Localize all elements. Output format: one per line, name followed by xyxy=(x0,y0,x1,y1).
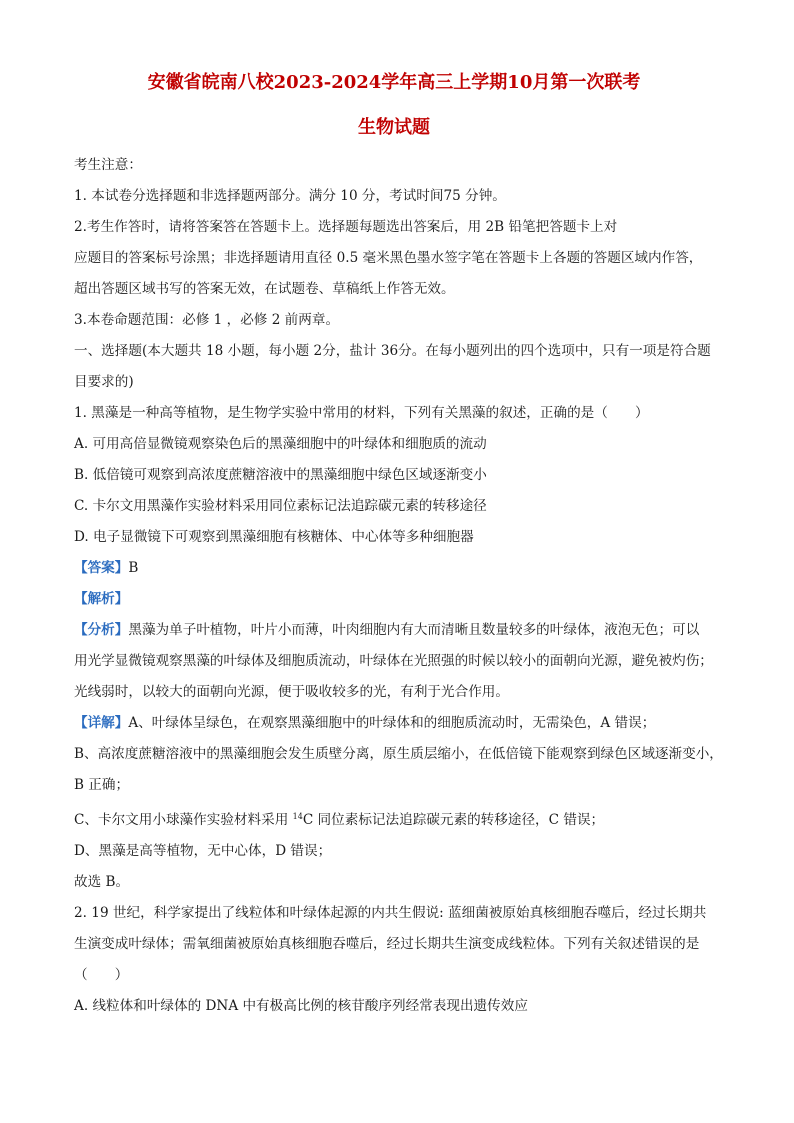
exam-subtitle: 生物试题 xyxy=(358,117,430,138)
notice-item-3: 3.本卷命题范围：必修 1 ，必修 2 前两章。 xyxy=(74,312,340,328)
q1-fenxi-line-2: 用光学显微镜观察黑藻的叶绿体及细胞质流动，叶绿体在光照强的时候以较小的面朝向光源，避免被灼伤； xyxy=(74,653,713,669)
q1-xiangjie-c xyxy=(74,801,714,836)
exam-title: 安徽省皖南八校2023-2024学年高三上学期10月第一次联考 xyxy=(147,72,641,93)
q2-stem-line-2: 生演变成叶绿体；需氧细菌被原始真核细胞吞噬后，经过长期共生演变成线粒体。下列有关叙述错误的是 xyxy=(74,936,700,952)
q1-fenxi-line-1 xyxy=(74,615,714,646)
section-heading-line-1: 一、选择题(本大题共 18 小题，每小题 2分，盐计 36分。在每小题列出的四个选项中，只有一项是符合题 xyxy=(74,343,711,359)
q1-option-c: C. 卡尔文用黑藻作实验材料采用同位素标记法追踪碳元素的转移途径 xyxy=(74,498,487,514)
q1-xiangjie-a xyxy=(74,708,714,739)
q1-xiangjie-d: D、黑藻是高等植物，无中心体，D 错误； xyxy=(74,843,332,859)
notice-heading: 考生注意： xyxy=(74,157,142,173)
q1-analysis xyxy=(74,584,714,615)
fenxi-text-1: 黑藻为单子叶植物，叶片小而薄，叶肉细胞内有大而清晰且数量较多的叶绿体，液泡无色；可以 xyxy=(128,622,700,638)
section-heading-line-2: 目要求的) xyxy=(74,374,134,390)
xiangjie-tag: 【详解】 xyxy=(74,715,129,731)
q1-xiangjie-b-line-2: B 正确； xyxy=(74,777,130,793)
xiangjie-c-post: C 同位素标记法追踪碳元素的转移途径，C 错误； xyxy=(302,812,605,828)
answer-tag: 【答案】 xyxy=(74,560,129,576)
q1-fenxi-line-3: 光线弱时，以较大的面朝向光源，便于吸收较多的光，有利于光合作用。 xyxy=(74,684,509,700)
xiangjie-text-a: A、叶绿体呈绿色，在观察黑藻细胞中的叶绿体和的细胞质流动时，无需染色，A 错误； xyxy=(128,715,656,731)
q1-stem: 1. 黑藻是一种高等植物，是生物学实验中常用的材料，下列有关黑藻的叙述，正确的是（ ） xyxy=(74,405,649,421)
xiangjie-c-pre: C、卡尔文用小球藻作实验材料采用 xyxy=(74,812,293,828)
analysis-tag: 【解析】 xyxy=(74,591,129,607)
notice-item-2-line-3: 超出答题区域书写的答案无效，在试题卷、草稿纸上作答无效。 xyxy=(74,281,455,297)
q1-answer xyxy=(74,553,714,584)
q1-option-b: B. 低倍镜可观察到高浓度蔗糖溶液中的黑藻细胞中绿色区域逐渐变小 xyxy=(74,467,487,483)
q1-conclusion: 故选 B。 xyxy=(74,874,130,890)
q1-option-a: A. 可用高倍显微镜观察染色后的黑藻细胞中的叶绿体和细胞质的流动 xyxy=(74,436,487,452)
notice-item-2-line-2: 应题目的答案标号涂黑；非选择题请用直径 0.5 毫米黑色墨水签字笔在答题卡上各题的答题区域内作答， xyxy=(74,250,703,266)
q1-xiangjie-b-line-1: B、高浓度蔗糖溶液中的黑藻细胞会发生质壁分离，原生质层缩小，在低倍镜下能观察到绿色区域逐渐变小， xyxy=(74,746,723,762)
answer-value: B xyxy=(128,560,139,576)
notice-item-2-line-1: 2.考生作答时，请将答案答在答题卡上。选择题每题选出答案后，用 2B 铅笔把答题卡上对 xyxy=(74,219,618,235)
q2-option-a: A. 线粒体和叶绿体的 DNA 中有极高比例的核苷酸序列经常表现出遗传效应 xyxy=(74,998,528,1014)
q2-stem-line-3: （ ） xyxy=(74,967,129,983)
q2-stem-line-1: 2. 19 世纪，科学家提出了线粒体和叶绿体起源的内共生假说: 蓝细菌被原始真核细胞吞噬后，经过长期共 xyxy=(74,905,707,921)
notice-item-1: 1. 本试卷分选择题和非选择题两部分。满分 10 分，考试时间75 分钟。 xyxy=(74,188,506,204)
fenxi-tag: 【分析】 xyxy=(74,622,129,638)
q1-option-d: D. 电子显微镜下可观察到黑藻细胞有核糖体、中心体等多种细胞器 xyxy=(74,529,474,545)
isotope-superscript: 14 xyxy=(292,812,303,821)
